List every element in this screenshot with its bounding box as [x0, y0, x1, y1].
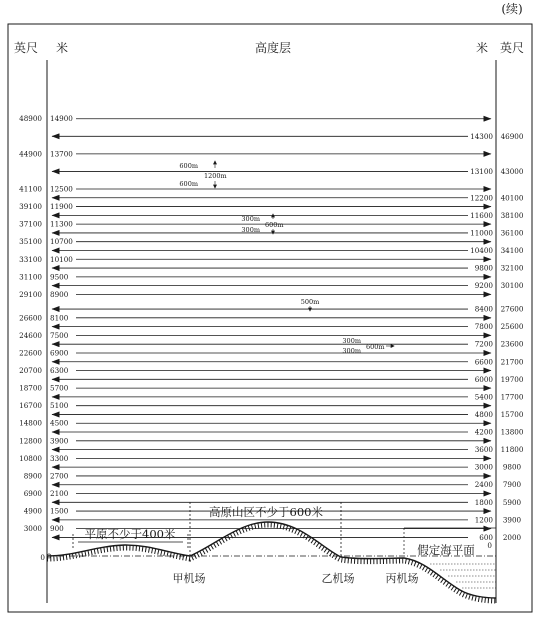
level-label-feet-west: 41100: [19, 184, 42, 194]
header-meters-left: 米: [55, 41, 69, 55]
airport-b-label: 乙机场: [321, 572, 355, 585]
level-label-feet-east: 15700: [500, 409, 524, 419]
sep-b-mid: 600m: [265, 221, 284, 229]
level-label-meters-west: 7500: [50, 330, 69, 340]
plateau-region-label: 高原山区不少于600米: [209, 505, 323, 519]
level-label-meters-west: 10700: [50, 237, 73, 247]
level-label-feet-west: 8900: [23, 471, 42, 481]
level-label-meters-east: 3600: [474, 445, 493, 455]
level-label-meters-west: 10100: [50, 254, 73, 264]
level-label-meters-east: 9800: [474, 263, 493, 273]
level-label-feet-east: 17700: [500, 392, 524, 402]
level-label-feet-east: 7900: [502, 480, 522, 490]
level-label-feet-west: 22600: [19, 348, 42, 358]
level-label-feet-east: 27600: [500, 304, 524, 314]
sea-level-label: 假定海平面: [417, 543, 475, 557]
level-label-feet-west: 6900: [23, 489, 42, 499]
sep-c-single: 500m: [300, 298, 320, 306]
level-label-meters-east: 11600: [470, 210, 493, 220]
level-label-feet-east: 5900: [502, 497, 522, 507]
level-label-feet-west: 44900: [19, 149, 42, 159]
level-label-meters-east: 13100: [470, 166, 493, 176]
level-label-meters-east: 11000: [470, 228, 493, 238]
level-label-feet-west: 24600: [19, 330, 42, 340]
level-label-feet-east: 43000: [500, 166, 524, 176]
east-levels: [52, 132, 524, 542]
level-label-feet-west: 10800: [19, 453, 42, 463]
level-label-feet-west: 37100: [19, 219, 42, 229]
sep-a-upper: 600m: [179, 162, 198, 170]
level-label-meters-east: 4800: [474, 409, 493, 419]
airport-a-label: 甲机场: [172, 572, 206, 585]
header-meters-right: 米: [475, 41, 489, 55]
level-label-feet-west: 4900: [23, 506, 42, 516]
level-label-meters-east: 1200: [474, 515, 493, 525]
level-label-meters-west: 2700: [50, 471, 69, 481]
header-levels: 高度层: [254, 41, 292, 55]
sep-d-lower: 300m: [342, 347, 361, 355]
level-label-meters-west: 1500: [50, 506, 69, 516]
separation-note-a: [179, 161, 226, 188]
level-label-meters-west: 12500: [50, 184, 73, 194]
level-label-meters-east: 3000: [474, 462, 493, 472]
level-label-feet-east: 25600: [500, 322, 524, 332]
level-label-feet-east: 2000: [502, 532, 522, 542]
level-label-meters-west: 2100: [50, 489, 69, 499]
level-label-feet-east: 30100: [500, 281, 524, 291]
level-label-meters-east: 1800: [474, 497, 493, 507]
level-label-meters-east: 8400: [474, 304, 493, 314]
sep-b-lower: 300m: [241, 226, 260, 234]
level-label-feet-west: 14800: [19, 418, 42, 428]
level-label-meters-east: 2400: [474, 480, 493, 490]
level-label-meters-east: 14300: [470, 131, 493, 141]
header-feet-right: 英尺: [499, 41, 525, 55]
level-label-feet-east: 23600: [500, 339, 524, 349]
level-label-feet-west: 35100: [19, 237, 42, 247]
west-levels: [19, 114, 491, 533]
level-label-feet-east: 36100: [500, 228, 524, 238]
level-label-feet-east: 46900: [500, 131, 524, 141]
level-label-meters-east: 7200: [474, 339, 493, 349]
level-label-meters-west: 14900: [50, 114, 73, 124]
level-label-feet-west: 16700: [19, 401, 42, 411]
sep-a-lower: 600m: [179, 180, 198, 188]
level-label-meters-west: 8100: [50, 313, 69, 323]
level-label-feet-east: 38100: [500, 210, 524, 220]
level-label-feet-west: 33100: [19, 254, 42, 264]
level-label-meters-east: 7800: [474, 322, 493, 332]
level-label-feet-west: 18700: [19, 383, 42, 393]
level-label-feet-east: 34100: [500, 245, 524, 255]
level-label-feet-east: 40100: [500, 193, 524, 203]
level-label-meters-east: 600: [479, 532, 493, 542]
level-label-feet-east: 3900: [502, 515, 522, 525]
level-label-feet-west: 31100: [19, 272, 42, 282]
level-label-meters-west: 3300: [50, 453, 69, 463]
level-label-meters-west: 4500: [50, 418, 69, 428]
plain-region-label: 平原不少于400米: [84, 527, 176, 541]
sep-d-mid: 600m: [366, 343, 385, 351]
level-label-meters-west: 13700: [50, 149, 73, 159]
level-label-feet-west: 3000: [23, 524, 42, 534]
level-label-meters-west: 5700: [50, 383, 69, 393]
level-label-feet-east: 11800: [500, 445, 524, 455]
level-label-meters-east: 6000: [474, 374, 493, 384]
level-label-feet-east: 32100: [500, 263, 524, 273]
level-label-meters-east: 12200: [470, 193, 493, 203]
airport-c-label: 丙机场: [385, 572, 419, 585]
header-feet-left: 英尺: [13, 41, 39, 55]
sep-a-mid: 1200m: [204, 172, 227, 180]
level-label-feet-east: 19700: [500, 374, 524, 384]
level-label-feet-east: 21700: [500, 357, 524, 367]
level-label-feet-west: 26600: [19, 313, 42, 323]
continued-label: (续): [501, 2, 523, 16]
level-label-meters-west: 9500: [50, 272, 69, 282]
level-label-meters-west: 6900: [50, 348, 69, 358]
level-label-meters-west: 11300: [50, 219, 73, 229]
level-label-feet-west: 20700: [19, 366, 42, 376]
level-label-meters-west: 5100: [50, 401, 69, 411]
plain-region: [73, 527, 188, 550]
zero-marker-left: 0: [40, 553, 45, 562]
level-label-meters-west: 11900: [50, 202, 73, 212]
level-label-meters-west: 8900: [50, 289, 69, 299]
level-label-meters-east: 6600: [474, 357, 493, 367]
level-label-feet-west: 29100: [19, 289, 42, 299]
sep-b-upper: 300m: [241, 215, 260, 223]
level-label-meters-west: 3900: [50, 436, 69, 446]
level-label-meters-east: 9200: [474, 281, 493, 291]
level-label-feet-west: 12800: [19, 436, 42, 446]
level-label-meters-east: 10400: [470, 245, 493, 255]
level-label-meters-west: 6300: [50, 366, 69, 376]
level-label-feet-east: 13800: [500, 427, 524, 437]
zero-marker-right: 0: [487, 541, 492, 550]
level-label-meters-east: 5400: [474, 392, 493, 402]
level-label-meters-east: 4200: [474, 427, 493, 437]
sep-d-upper: 300m: [342, 337, 361, 345]
level-label-feet-east: 9800: [502, 462, 522, 472]
level-label-meters-west: 900: [50, 524, 64, 534]
level-label-feet-west: 48900: [19, 114, 42, 124]
level-label-feet-west: 39100: [19, 202, 42, 212]
separation-note-d: [342, 337, 394, 355]
